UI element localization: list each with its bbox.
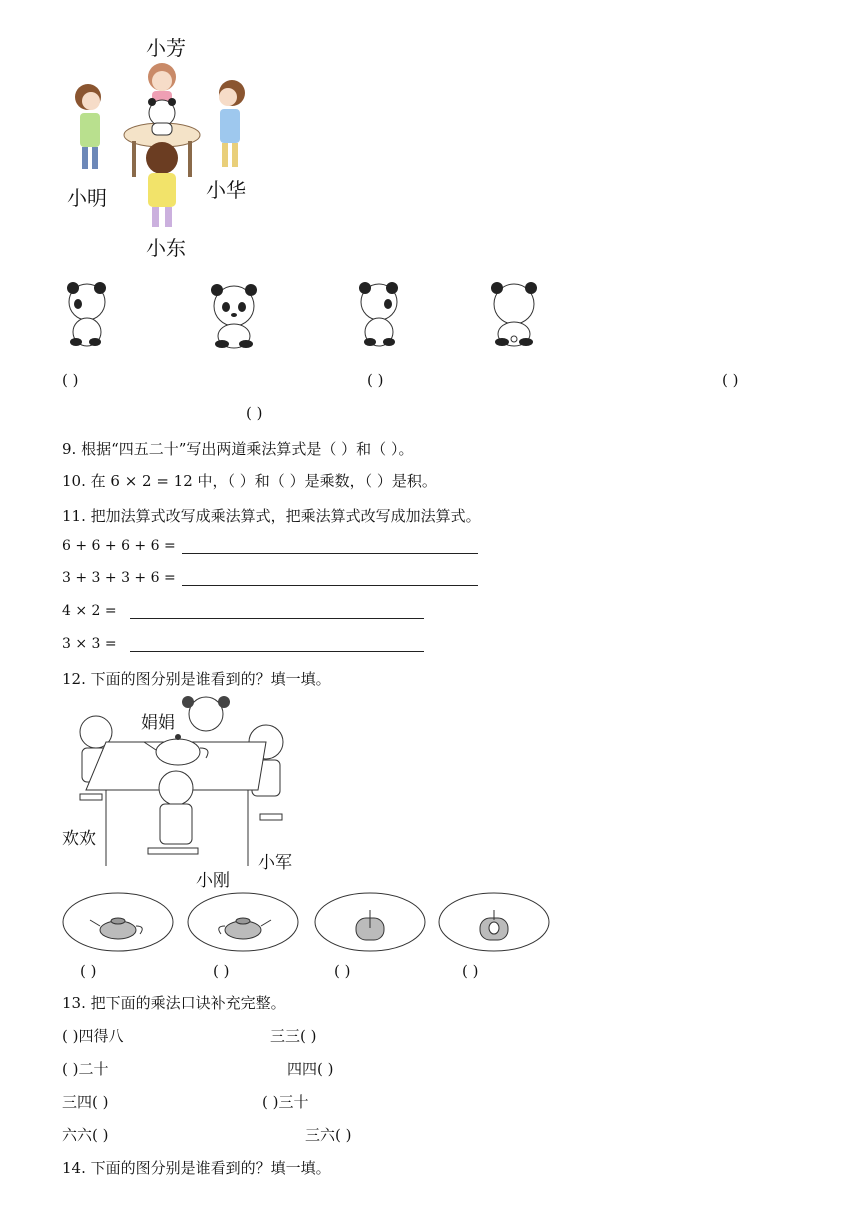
q14-title: 14. 下面的图分别是谁看到的？填一填。: [62, 1159, 331, 1177]
q8-blank-3[interactable]: ( ): [722, 371, 739, 389]
q11-answer-line-1[interactable]: [182, 553, 478, 554]
teapot-view-3: [314, 892, 426, 952]
name-xiaoming: 小明: [67, 186, 107, 210]
q11-answer-line-4[interactable]: [130, 651, 424, 652]
q11-answer-line-2[interactable]: [182, 585, 478, 586]
name-xiaogang: 小刚: [196, 871, 230, 891]
panda-view-3: [354, 280, 404, 348]
q13-item-8[interactable]: 三六( ): [305, 1126, 352, 1144]
q11-answer-line-3[interactable]: [130, 618, 424, 619]
q13-item-2[interactable]: 三三( ): [270, 1027, 317, 1045]
q11-expr-2: 3 + 3 + 3 + 6 =: [62, 570, 176, 586]
q9-text: 9. 根据“四五二十”写出两道乘法算式是（ ）和（ ）。: [62, 440, 414, 458]
name-xiaofang: 小芳: [146, 36, 186, 60]
q13-item-3[interactable]: ( )二十: [62, 1060, 109, 1078]
name-xiaojun: 小军: [258, 853, 292, 873]
q8-blank-4[interactable]: ( ): [246, 404, 263, 422]
q8-blank-1[interactable]: ( ): [62, 371, 79, 389]
table-scene-illustration: [60, 55, 260, 230]
teapot-view-4: [438, 892, 550, 952]
q13-item-7[interactable]: 六六( ): [62, 1126, 109, 1144]
q12-blank-3[interactable]: ( ): [334, 962, 351, 980]
q13-item-6[interactable]: ( )三十: [262, 1093, 309, 1111]
panda-view-4: [486, 282, 542, 348]
q12-blank-1[interactable]: ( ): [80, 962, 97, 980]
q13-title: 13. 把下面的乘法口诀补充完整。: [62, 994, 286, 1012]
panda-view-2: [206, 284, 262, 350]
teapot-view-1: [62, 892, 174, 952]
q11-expr-1: 6 + 6 + 6 + 6 =: [62, 538, 176, 554]
name-huanhuan: 欢欢: [62, 829, 96, 849]
q12-title: 12. 下面的图分别是谁看到的？填一填。: [62, 670, 331, 688]
q13-item-5[interactable]: 三四( ): [62, 1093, 109, 1111]
teapot-table-illustration: [66, 690, 294, 885]
q11-expr-4: 3 × 3 =: [62, 636, 117, 652]
panda-view-1: [62, 280, 112, 348]
q10-text: 10. 在 6 × 2 = 12 中，（ ）和（ ）是乘数，（ ）是积。: [62, 472, 437, 490]
q12-blank-2[interactable]: ( ): [213, 962, 230, 980]
name-juanjuan: 娟娟: [141, 713, 175, 733]
teapot-view-2: [187, 892, 299, 952]
name-xiaohua: 小华: [206, 178, 246, 202]
q13-item-4[interactable]: 四四( ): [287, 1060, 334, 1078]
name-xiaodong: 小东: [146, 236, 186, 260]
q12-blank-4[interactable]: ( ): [462, 962, 479, 980]
q11-title: 11. 把加法算式改写成乘法算式，把乘法算式改写成加法算式。: [62, 507, 481, 525]
q13-item-1[interactable]: ( )四得八: [62, 1027, 124, 1045]
q11-expr-3: 4 × 2 =: [62, 603, 117, 619]
q8-blank-2[interactable]: ( ): [367, 371, 384, 389]
